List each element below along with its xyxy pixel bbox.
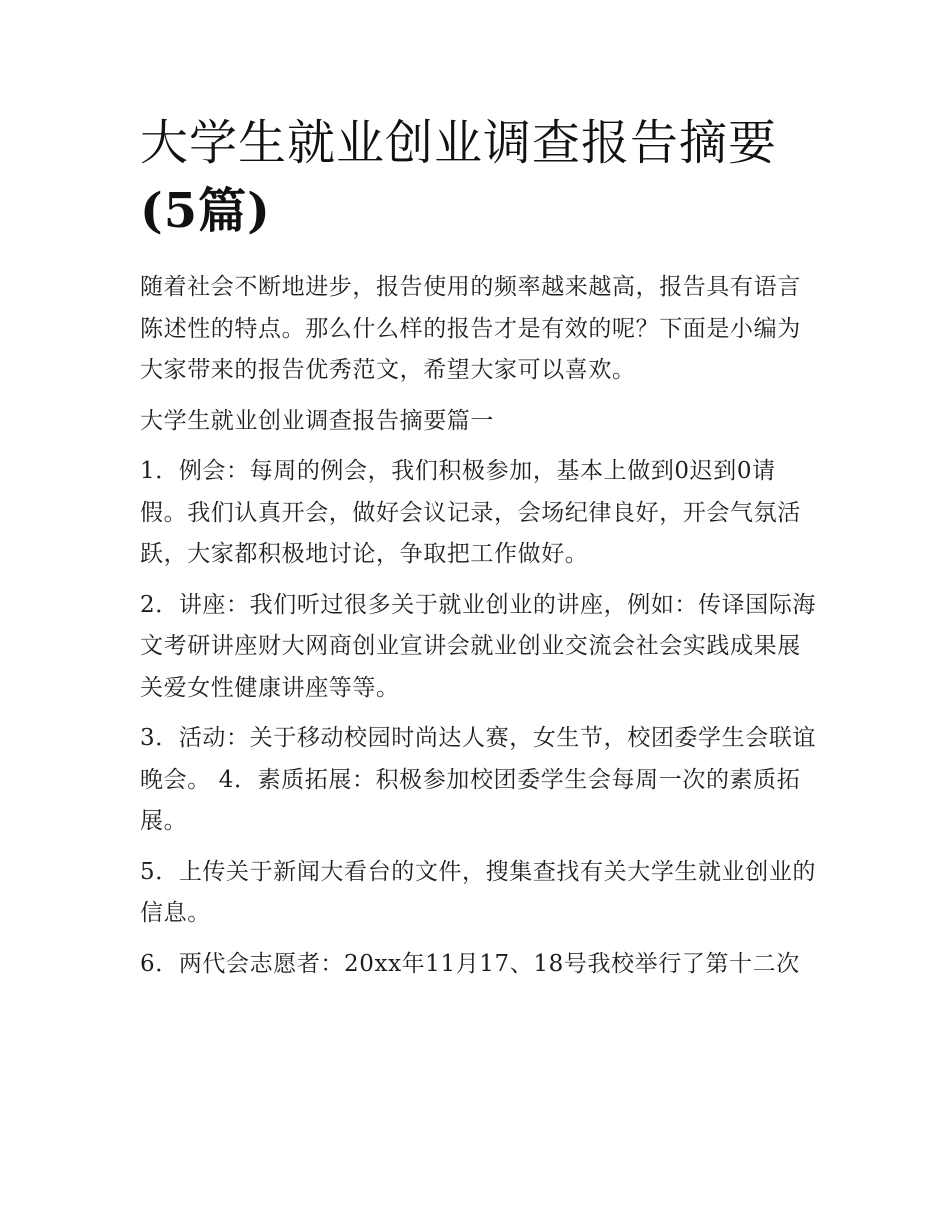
list-item-1: 1．例会：每周的例会，我们积极参加，基本上做到0迟到0请假。我们认真开会，做好会议记录，会场纪律良好，开会气氛活跃，大家都积极地讨论，争取把工作做好。 [140, 458, 801, 567]
list-item-2: 2．讲座：我们听过很多关于就业创业的讲座，例如：传译国际海文考研讲座财大网商创业宣讲会就业创业交流会社会实践成果展关爱女性健康讲座等等。 [140, 591, 817, 701]
list-item-5: 5．上传关于新闻大看台的文件，搜集查找有关大学生就业创业的信息。 [140, 858, 817, 926]
intro-paragraph: 随着社会不断地进步，报告使用的频率越来越高，报告具有语言陈述性的特点。那么什么样的报告才是有效的呢？下面是小编为大家带来的报告优秀范文，希望大家可以喜欢。 [140, 274, 801, 383]
document-page [140, 0, 820, 985]
title-line-2: (5篇) [140, 183, 271, 239]
section-heading: 大学生就业创业调查报告摘要篇一 [140, 407, 494, 434]
title-line-1: 大学生就业创业调查报告摘要 [140, 115, 778, 171]
list-item-6: 6．两代会志愿者：20xx年11月17、18号我校举行了第十二次 [140, 950, 800, 977]
document-title [140, 0, 820, 241]
list-item-3: 3．活动：关于移动校园时尚达人赛，女生节，校团委学生会联谊晚会。 4．素质拓展：积极参加校团委学生会每周一次的素质拓展。 [140, 725, 817, 834]
